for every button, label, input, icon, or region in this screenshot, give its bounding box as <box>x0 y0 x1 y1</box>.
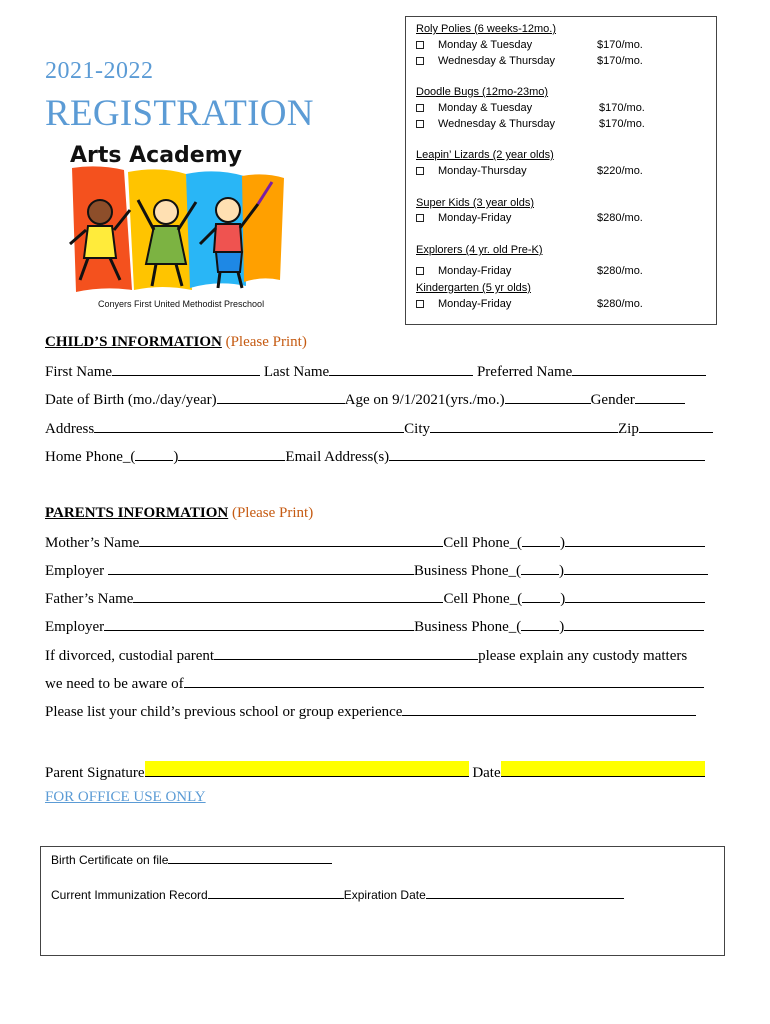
custody-aware-label: we need to be aware of <box>45 676 184 692</box>
program-name: Explorers (4 yr. old Pre-K) <box>416 244 543 256</box>
program-days: Monday-Friday <box>438 298 512 310</box>
mother-name-field[interactable] <box>139 534 443 547</box>
program-row <box>416 39 706 53</box>
gender-label: Gender <box>590 392 635 408</box>
cell-phone-field[interactable] <box>565 534 705 547</box>
employer-label: Employer <box>45 619 105 635</box>
custodial-parent-field[interactable] <box>214 647 478 660</box>
program-row <box>416 298 706 312</box>
birth-certificate-field[interactable] <box>168 853 332 864</box>
custody-explain-label: please explain any custody matters <box>478 648 688 664</box>
program-price: $220/mo. <box>597 165 643 177</box>
age-label: Age on 9/1/2021(yrs./mo.) <box>344 392 505 408</box>
preferred-name-field[interactable] <box>572 363 706 376</box>
section-heading: PARENTS INFORMATION <box>45 505 229 521</box>
checkbox-icon <box>416 41 424 49</box>
mother-row: Mother’s Name Cell Phone_( ) <box>45 534 705 552</box>
zip-label: Zip <box>618 421 639 437</box>
date-label: Date <box>472 765 501 781</box>
gender-field[interactable] <box>635 391 685 404</box>
program-price: $170/mo. <box>599 102 645 114</box>
email-label: Email Address(s) <box>285 449 390 465</box>
city-field[interactable] <box>430 420 618 433</box>
child-info-heading <box>45 334 307 351</box>
previous-school-field[interactable] <box>402 703 696 716</box>
checkbox-icon <box>416 104 424 112</box>
birth-certificate-label: Birth Certificate on file <box>51 853 169 867</box>
program-days: Wednesday & Thursday <box>438 55 555 67</box>
child-dob-row <box>45 391 685 409</box>
program-name: Leapin’ Lizards (2 year olds) <box>416 149 554 161</box>
father-employer-row: Employer Business Phone_( ) <box>45 618 704 636</box>
employer-label: Employer <box>45 563 105 579</box>
checkbox-icon <box>416 120 424 128</box>
mother-employer-row: Employer Business Phone_( ) <box>45 562 708 580</box>
program-price: $280/mo. <box>597 298 643 310</box>
address-field[interactable] <box>94 420 404 433</box>
father-row: Father’s Name Cell Phone_( ) <box>45 590 705 608</box>
cell-phone-label: Cell Phone <box>443 591 510 607</box>
checkbox-icon <box>416 57 424 65</box>
signature-row <box>45 761 705 782</box>
last-name-field[interactable] <box>329 363 473 376</box>
home-phone-label: Home Phone <box>45 449 123 465</box>
logo-name: Arts Academy <box>70 143 242 168</box>
zip-field[interactable] <box>639 420 713 433</box>
business-phone-area-field[interactable] <box>521 618 559 631</box>
business-phone-field[interactable] <box>564 562 708 575</box>
expiration-date-label: Expiration Date <box>343 888 426 902</box>
aware-row <box>45 675 704 693</box>
please-print-note: (Please Print) <box>225 334 307 350</box>
checkbox-icon <box>416 167 424 175</box>
page-title: REGISTRATION <box>45 93 314 134</box>
registration-year: 2021-2022 <box>45 58 154 84</box>
program-price: $170/mo. <box>597 55 643 67</box>
home-phone-area-field[interactable] <box>135 448 173 461</box>
section-heading: CHILD’S INFORMATION <box>45 334 222 350</box>
divorced-row <box>45 647 687 665</box>
email-field[interactable] <box>389 448 705 461</box>
program-days: Monday-Friday <box>438 212 512 224</box>
program-row <box>416 55 706 69</box>
address-label: Address <box>45 421 95 437</box>
program-row <box>416 165 706 179</box>
parent-signature-label: Parent Signature <box>45 765 145 781</box>
last-name-label: Last Name <box>263 364 330 380</box>
employer-field[interactable] <box>108 562 414 575</box>
program-row <box>416 118 706 132</box>
parent-signature-field[interactable] <box>145 761 469 777</box>
child-contact-row: Home Phone_( ) Email Address(s) <box>45 448 705 466</box>
program-name: Roly Polies (6 weeks-12mo.) <box>416 23 556 35</box>
previous-school-row <box>45 703 696 721</box>
program-name: Doodle Bugs (12mo-23mo) <box>416 86 549 98</box>
program-days: Wednesday & Thursday <box>438 118 555 130</box>
father-name-label: Father’s Name <box>45 591 134 607</box>
custody-details-field[interactable] <box>184 675 704 688</box>
program-price: $280/mo. <box>597 265 643 277</box>
father-name-field[interactable] <box>133 590 443 603</box>
signature-date-field[interactable] <box>501 761 705 777</box>
mother-name-label: Mother’s Name <box>45 535 140 551</box>
program-days: Monday & Tuesday <box>438 39 533 51</box>
age-field[interactable] <box>505 391 591 404</box>
custodial-parent-label: If divorced, custodial parent <box>45 648 215 664</box>
child-address-row <box>45 420 713 438</box>
program-name: Kindergarten (5 yr olds) <box>416 282 531 294</box>
cell-phone-field[interactable] <box>565 590 705 603</box>
dob-label: Date of Birth (mo./day/year) <box>45 392 217 408</box>
cell-phone-area-field[interactable] <box>522 590 560 603</box>
checkbox-icon <box>416 267 424 275</box>
office-use-box <box>40 846 725 956</box>
expiration-date-field[interactable] <box>426 888 624 899</box>
immunization-field[interactable] <box>208 888 344 899</box>
employer-field[interactable] <box>104 618 414 631</box>
please-print-note: (Please Print) <box>231 505 314 521</box>
business-phone-field[interactable] <box>564 618 704 631</box>
program-days: Monday-Friday <box>438 265 512 277</box>
arts-academy-logo <box>58 140 298 315</box>
immunization-label: Current Immunization Record <box>51 888 208 902</box>
program-days: Monday & Tuesday <box>438 102 533 114</box>
checkbox-icon <box>416 300 424 308</box>
previous-school-label: Please list your child’s previous school or group experience <box>45 704 403 720</box>
program-days: Monday-Thursday <box>438 165 527 177</box>
first-name-field[interactable] <box>112 363 260 376</box>
business-phone-label: Business Phone <box>413 563 509 579</box>
home-phone-field[interactable] <box>178 448 285 461</box>
checkbox-icon <box>416 214 424 222</box>
program-pricing-box <box>405 16 717 325</box>
business-phone-label: Business Phone <box>414 619 509 635</box>
program-name: Super Kids (3 year olds) <box>416 197 534 209</box>
child-name-row <box>45 363 706 381</box>
cell-phone-area-field[interactable] <box>522 534 560 547</box>
immunization-row <box>51 888 624 902</box>
program-row <box>416 265 706 279</box>
preferred-name-label: Preferred Name <box>476 364 573 380</box>
business-phone-area-field[interactable] <box>521 562 559 575</box>
cell-phone-label: Cell Phone <box>443 535 510 551</box>
birth-certificate-row <box>51 853 332 867</box>
first-name-label: First Name <box>45 364 113 380</box>
program-price: $170/mo. <box>599 118 645 130</box>
parents-info-heading <box>45 505 313 522</box>
city-label: City <box>404 421 431 437</box>
dob-field[interactable] <box>217 391 345 404</box>
program-price: $170/mo. <box>597 39 643 51</box>
program-row <box>416 102 706 116</box>
program-row <box>416 212 706 226</box>
office-use-heading: FOR OFFICE USE ONLY <box>45 789 206 805</box>
logo-subtitle: Conyers First United Methodist Preschool <box>98 299 265 309</box>
program-price: $280/mo. <box>597 212 643 224</box>
